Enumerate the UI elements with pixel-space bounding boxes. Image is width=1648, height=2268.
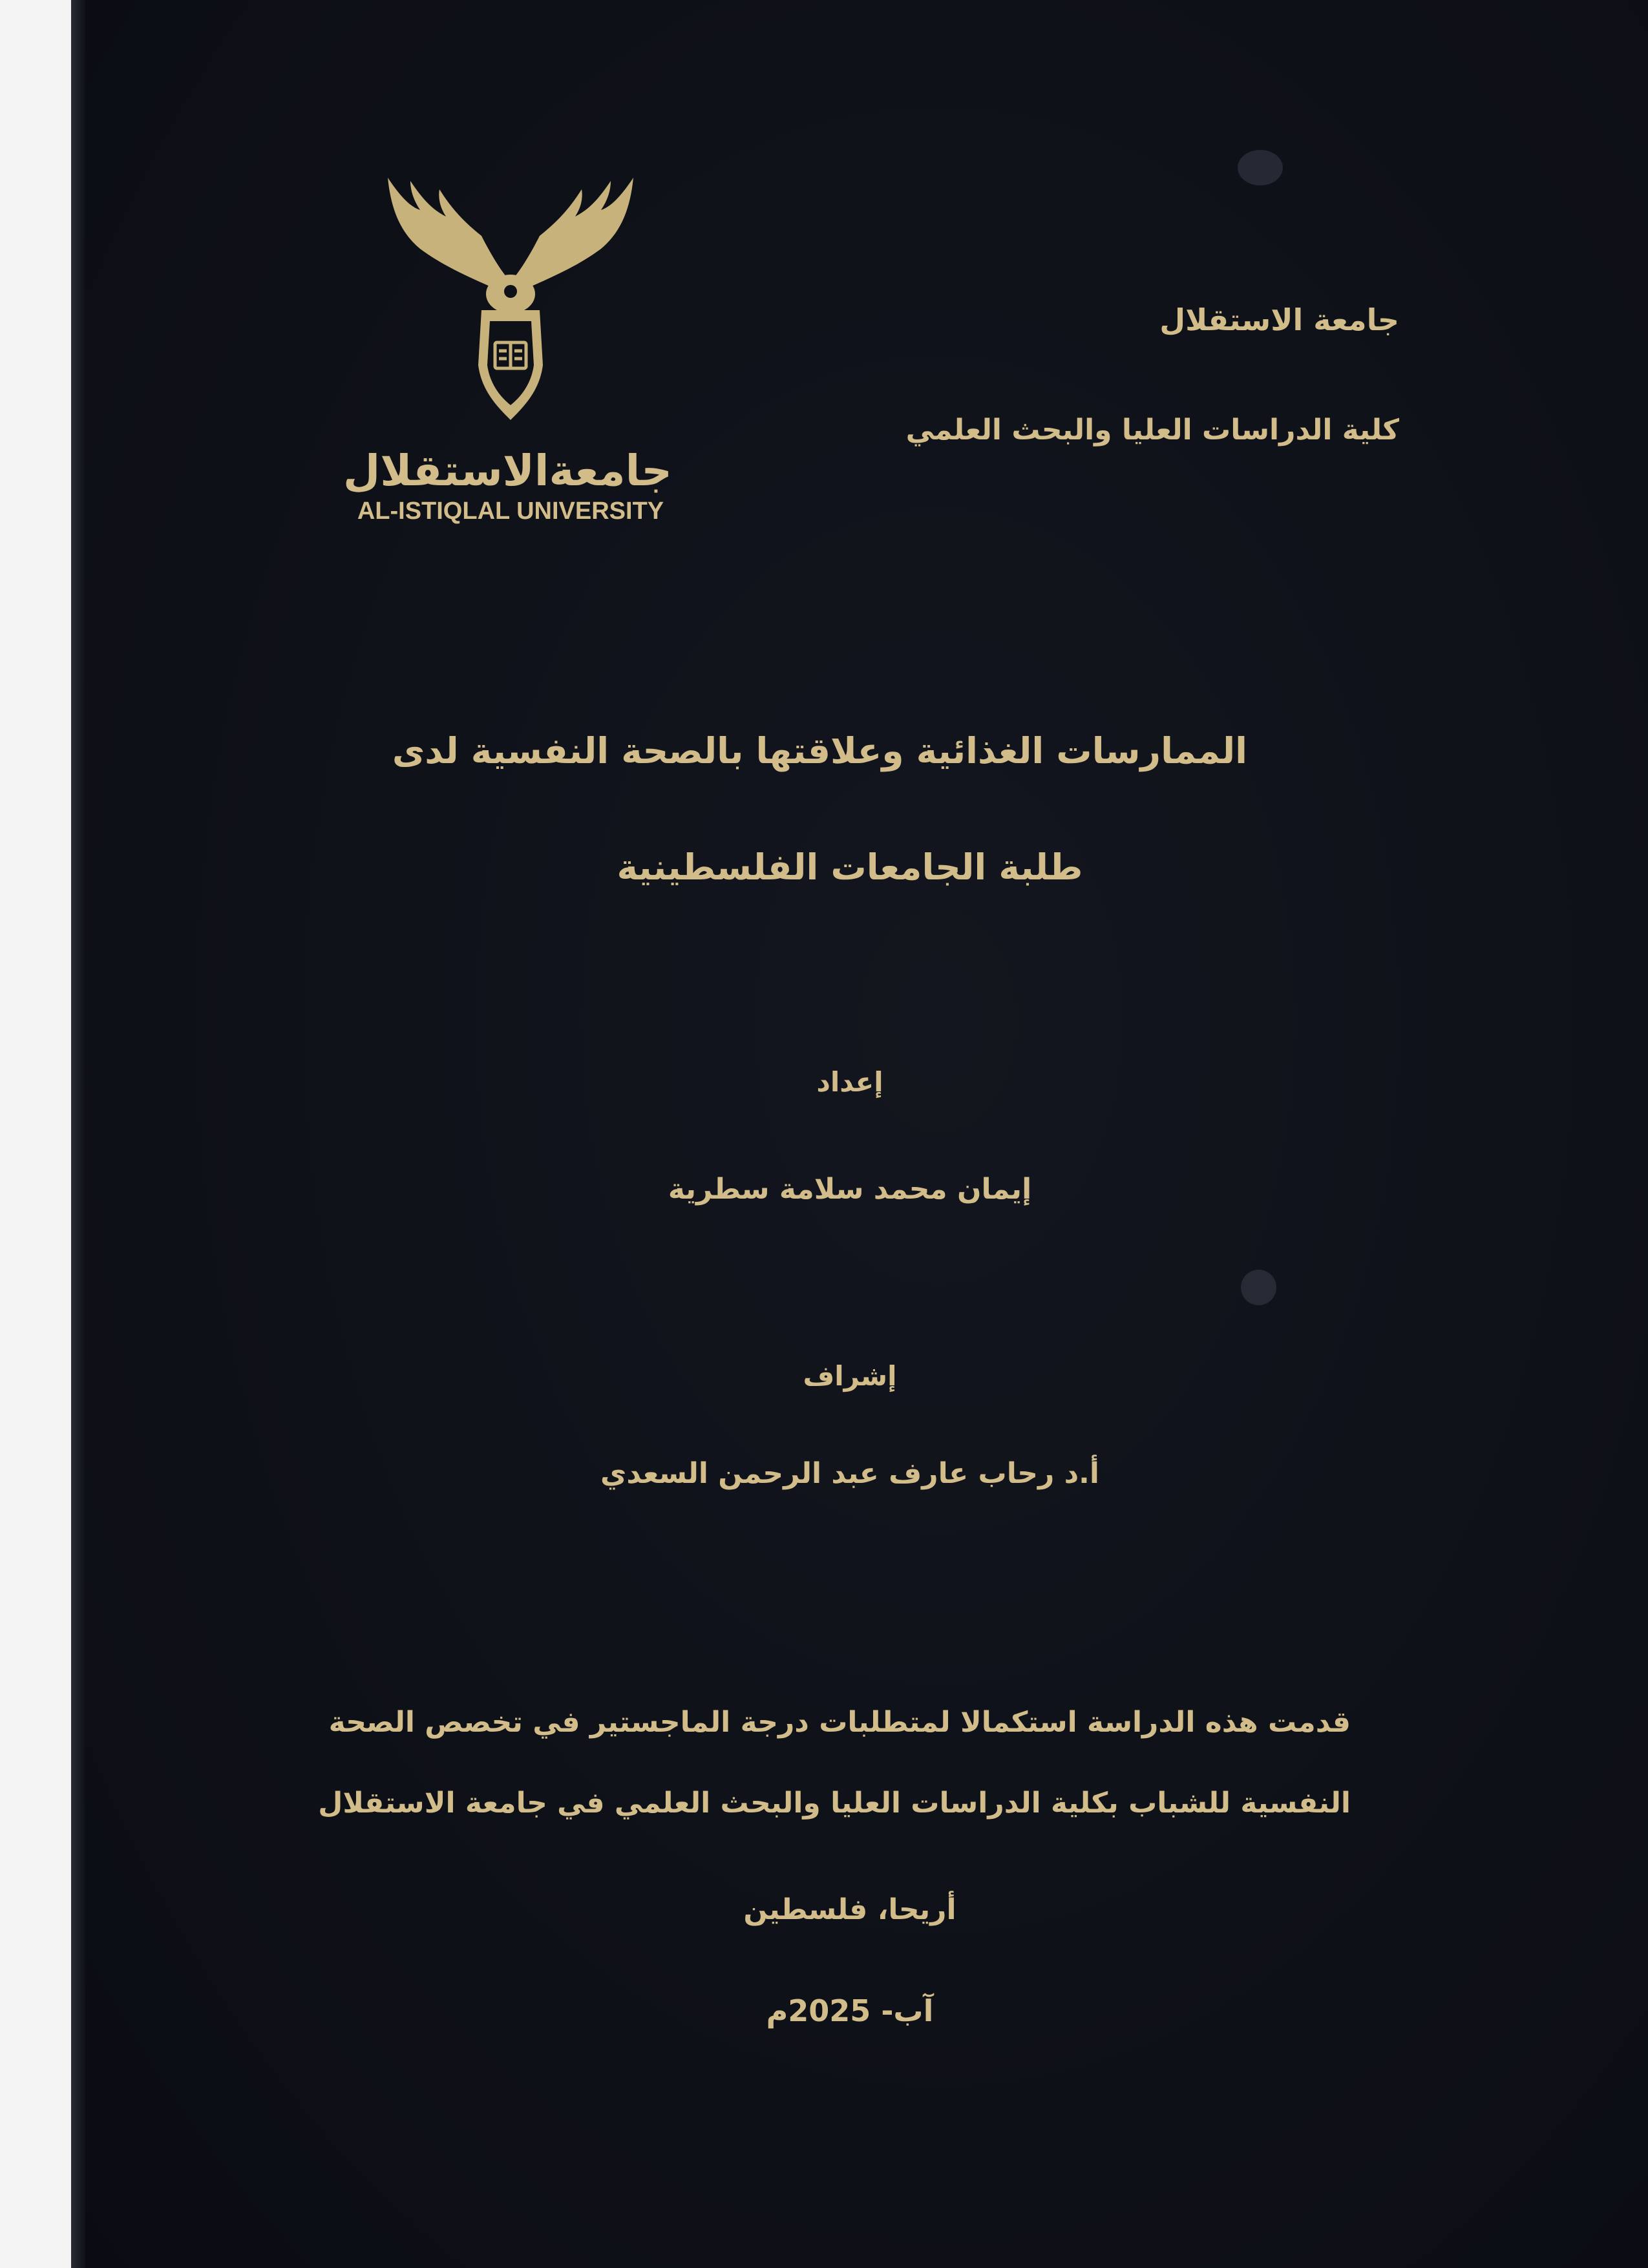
thesis-title-line-2: طلبة الجامعات الفلسطينية bbox=[617, 846, 1083, 888]
eagle-shield-book-icon bbox=[349, 171, 672, 443]
author-name: إيمان محمد سلامة سطرية bbox=[668, 1173, 1032, 1206]
logo-english-text: AL-ISTIQLAL UNIVERSITY bbox=[357, 498, 664, 525]
faculty-name: كلية الدراسات العليا والبحث العلمي bbox=[905, 414, 1399, 446]
submission-statement-line-1: قدمت هذه الدراسة استكمالا لمتطلبات درجة الماجستير في تخصص الصحة bbox=[328, 1706, 1351, 1739]
university-logo bbox=[343, 171, 672, 533]
cover-speck bbox=[1241, 1270, 1276, 1305]
university-name: جامعة الاستقلال bbox=[1159, 302, 1399, 337]
date: آب- 2025م bbox=[766, 1993, 934, 2028]
logo-arabic-text: جامعةالاستقلال bbox=[343, 446, 672, 496]
thesis-cover bbox=[71, 0, 1648, 2268]
submission-statement-line-2: النفسية للشباب بكلية الدراسات العليا والبحث العلمي في جامعة الاستقلال bbox=[318, 1787, 1351, 1820]
place: أريحا، فلسطين bbox=[743, 1893, 956, 1926]
thesis-title-line-1: الممارسات الغذائية وعلاقتها بالصحة النفسية لدى bbox=[392, 730, 1247, 772]
cover-speck bbox=[1238, 150, 1283, 185]
supervision-label: إشراف bbox=[803, 1360, 897, 1392]
prepared-by-label: إعداد bbox=[816, 1066, 883, 1098]
supervisor-name: أ.د رحاب عارف عبد الرحمن السعدي bbox=[600, 1457, 1099, 1490]
cover-spine-edge bbox=[71, 0, 85, 2268]
